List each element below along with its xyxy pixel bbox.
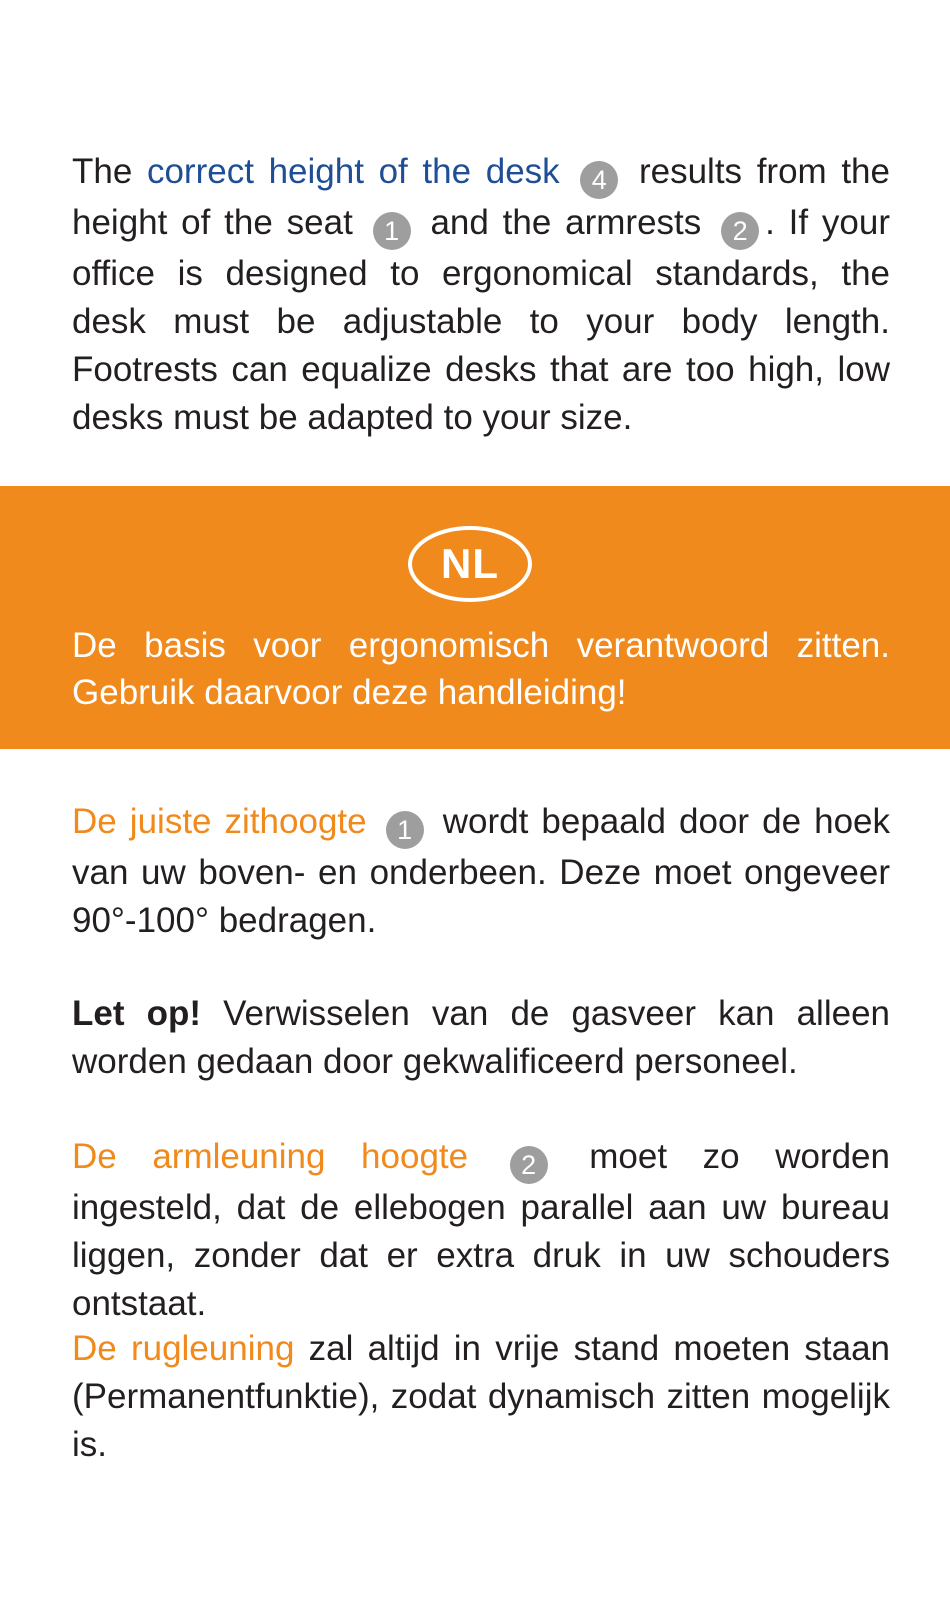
number-badge-4: 4	[580, 161, 618, 199]
intro-paragraph	[72, 148, 890, 442]
backrest-highlight: De rugleuning	[72, 1329, 295, 1368]
banner-text: De basis voor ergonomisch verantwoord zitten. Gebruik daarvoor deze handleiding!	[72, 626, 890, 712]
nl-language-badge: NL	[408, 526, 532, 602]
seat-height-paragraph	[72, 798, 890, 945]
number-badge-2: 2	[510, 1146, 548, 1184]
intro-text-4: . If your office is designed to ergonomical standards, the desk must be adjustable to your body length. Footrests can equalize desks that are too high, low desks must be adapted to your size.	[72, 203, 890, 437]
language-banner	[0, 486, 950, 749]
number-badge-2: 2	[721, 212, 759, 250]
armrest-text: moet zo worden ingesteld, dat de ellebogen parallel aan uw bureau liggen, zonder dat er extra druk in uw schouders ontstaat.	[72, 1137, 890, 1323]
backrest-paragraph	[72, 1325, 890, 1469]
backrest-text: zal altijd in vrije stand moeten staan (Permanentfunktie), zodat dynamisch zitten mogelijk is.	[72, 1329, 890, 1464]
number-badge-1: 1	[386, 811, 424, 849]
warning-label: Let op!	[72, 994, 201, 1033]
armrest-paragraph	[72, 1133, 890, 1328]
seat-height-highlight: De juiste zithoogte	[72, 802, 367, 841]
armrest-height-highlight: De armleuning hoogte	[72, 1137, 469, 1176]
intro-text-3: and the armrests	[416, 203, 716, 242]
warning-text: Verwisselen van de gasveer kan alleen worden gedaan door gekwalificeerd personeel.	[72, 994, 890, 1081]
number-badge-1: 1	[373, 212, 411, 250]
warning-paragraph	[72, 990, 890, 1086]
seat-height-text: wordt bepaald door de hoek van uw boven- en onderbeen. Deze moet ongeveer 90°-100° bedragen.	[72, 802, 890, 940]
desk-height-highlight: correct height of the desk	[146, 152, 560, 191]
intro-text-1: The	[72, 152, 147, 191]
intro-text-2: results from the height of the seat	[72, 152, 890, 242]
